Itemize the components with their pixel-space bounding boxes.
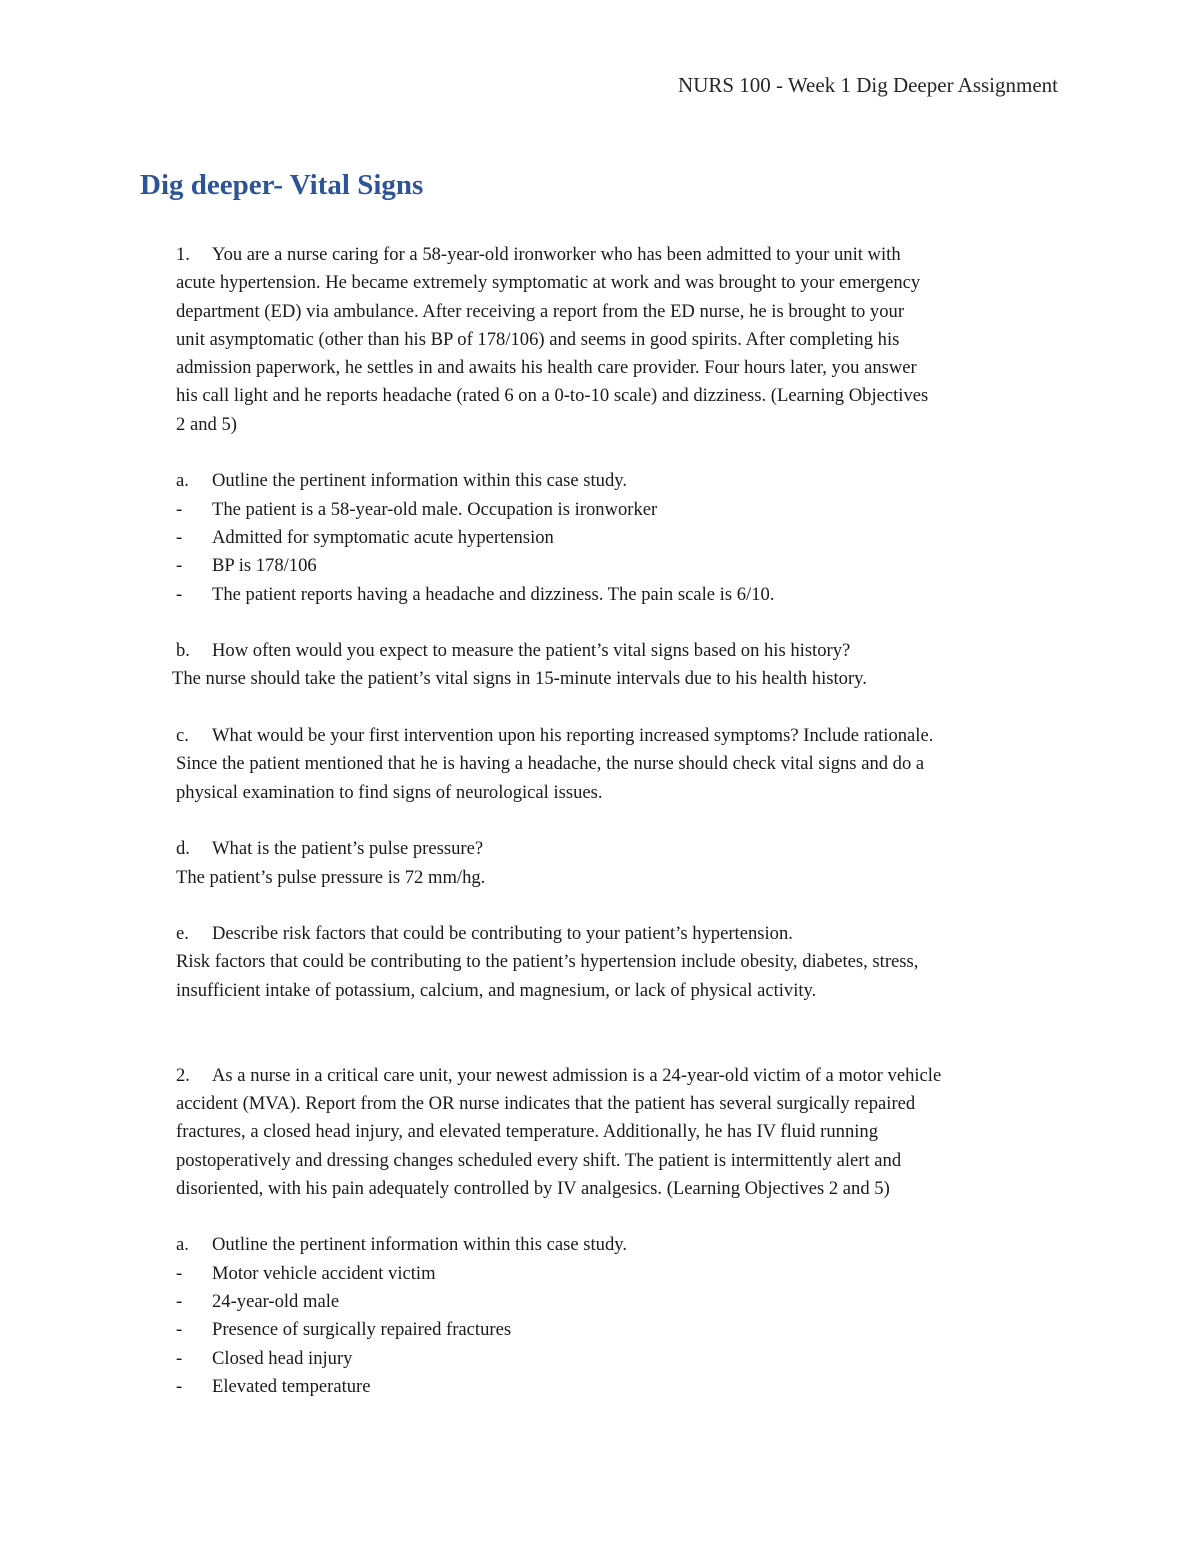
bullet-marker: - xyxy=(176,1375,183,1397)
bullet-text: 24-year-old male xyxy=(212,1290,340,1312)
bullet-marker: - xyxy=(176,1319,183,1341)
bullet-marker: - xyxy=(176,526,183,548)
subquestion-marker: c. xyxy=(176,725,189,747)
bullet-item xyxy=(176,1345,1076,1373)
answer-line: The nurse should take the patient’s vital signs in 15-minute intervals due to his health history. xyxy=(172,668,867,690)
subquestion-1a xyxy=(176,467,1076,608)
question-text-line: As a nurse in a critical care unit, your newest admission is a 24-year-old victim of a motor vehicle xyxy=(212,1064,942,1086)
bullet-text: BP is 178/106 xyxy=(212,555,317,577)
subquestion-marker: a. xyxy=(176,470,189,492)
subquestion-row xyxy=(176,467,1076,495)
bullet-text: Motor vehicle accident victim xyxy=(212,1262,436,1284)
bullet-item xyxy=(176,581,1076,609)
question-2 xyxy=(176,1062,1076,1203)
subquestion-marker: b. xyxy=(176,640,190,662)
subquestion-marker: e. xyxy=(176,923,189,945)
question-1 xyxy=(176,241,1076,439)
subquestion-text: Outline the pertinent information within this case study. xyxy=(212,1234,628,1256)
question-text-line: postoperatively and dressing changes scheduled every shift. The patient is intermittently alert and xyxy=(176,1149,902,1171)
bullet-marker: - xyxy=(176,1262,183,1284)
bullet-text: Presence of surgically repaired fractures xyxy=(212,1319,512,1341)
question-number: 1. xyxy=(176,244,190,265)
subquestion-2a xyxy=(176,1231,1076,1401)
question-2-first-line xyxy=(176,1062,1076,1090)
bullet-item xyxy=(176,1373,1076,1401)
bullet-item xyxy=(176,552,1076,580)
bullet-item xyxy=(176,1316,1076,1344)
question-text-line: 2 and 5) xyxy=(176,413,237,435)
subquestion-text: Describe risk factors that could be contributing to your patient’s hypertension. xyxy=(212,923,793,945)
subquestion-text: How often would you expect to measure the patient’s vital signs based on his history? xyxy=(212,640,851,662)
bullet-item xyxy=(176,1260,1076,1288)
question-text-line: admission paperwork, he settles in and awaits his health care provider. Four hours later, you answer xyxy=(176,357,917,379)
answer-line: The patient’s pulse pressure is 72 mm/hg. xyxy=(176,866,486,888)
question-text-line: unit asymptomatic (other than his BP of 178/106) and seems in good spirits. After completing his xyxy=(176,328,900,350)
bullet-text: The patient is a 58-year-old male. Occupation is ironworker xyxy=(212,498,658,520)
bullet-text: Elevated temperature xyxy=(212,1375,371,1397)
subquestion-1b xyxy=(172,637,1076,694)
bullet-text: Admitted for symptomatic acute hypertension xyxy=(212,526,554,548)
subquestion-1c xyxy=(176,722,1076,807)
subquestion-row xyxy=(176,637,1076,665)
subquestion-marker: d. xyxy=(176,838,190,860)
bullet-item xyxy=(176,1288,1076,1316)
question-text-line: You are a nurse caring for a 58-year-old ironworker who has been admitted to your unit with xyxy=(212,244,901,265)
answer-line: insufficient intake of potassium, calcium, and magnesium, or lack of physical activity. xyxy=(176,979,817,1001)
question-text-line: fractures, a closed head injury, and elevated temperature. Additionally, he has IV fluid running xyxy=(176,1121,879,1143)
subquestion-row xyxy=(176,722,1076,750)
question-1-first-line xyxy=(176,241,1076,269)
subquestion-row xyxy=(176,920,1076,948)
subquestion-row xyxy=(176,1231,1076,1259)
bullet-item xyxy=(176,496,1076,524)
question-text-line: department (ED) via ambulance. After receiving a report from the ED nurse, he is brought to your xyxy=(176,300,905,322)
subquestion-text: Outline the pertinent information within this case study. xyxy=(212,470,628,492)
document-title: Dig deeper- Vital Signs xyxy=(140,169,424,201)
bullet-item xyxy=(176,524,1076,552)
bullet-marker: - xyxy=(176,555,183,577)
question-text-line: acute hypertension. He became extremely symptomatic at work and was brought to your emergency xyxy=(176,272,921,294)
subquestion-1d xyxy=(176,835,1076,892)
subquestion-row xyxy=(176,835,1076,863)
bullet-marker: - xyxy=(176,498,183,520)
answer-line: Risk factors that could be contributing to the patient’s hypertension include obesity, diabetes, stress, xyxy=(176,951,919,973)
question-text-line: accident (MVA). Report from the OR nurse indicates that the patient has several surgically repaired xyxy=(176,1092,916,1114)
subquestion-marker: a. xyxy=(176,1234,189,1256)
question-number: 2. xyxy=(176,1064,190,1086)
bullet-marker: - xyxy=(176,1347,183,1369)
document-body xyxy=(172,241,1076,1401)
bullet-text: Closed head injury xyxy=(212,1347,353,1369)
question-text-line: disoriented, with his pain adequately controlled by IV analgesics. (Learning Objectives 2 and 5) xyxy=(176,1177,890,1199)
answer-line: physical examination to find signs of neurological issues. xyxy=(176,781,603,803)
subquestion-text: What would be your first intervention upon his reporting increased symptoms? Include rationale. xyxy=(212,725,934,747)
page-header: NURS 100 - Week 1 Dig Deeper Assignment xyxy=(678,73,1058,97)
bullet-marker: - xyxy=(176,583,183,605)
question-text-line: his call light and he reports headache (rated 6 on a 0-to-10 scale) and dizziness. (Learning Objectives xyxy=(176,385,929,407)
bullet-text: The patient reports having a headache and dizziness. The pain scale is 6/10. xyxy=(212,583,775,605)
bullet-marker: - xyxy=(176,1290,183,1312)
answer-line: Since the patient mentioned that he is having a headache, the nurse should check vital signs and do a xyxy=(176,753,925,775)
subquestion-text: What is the patient’s pulse pressure? xyxy=(212,838,484,860)
subquestion-1e xyxy=(176,920,1076,1005)
